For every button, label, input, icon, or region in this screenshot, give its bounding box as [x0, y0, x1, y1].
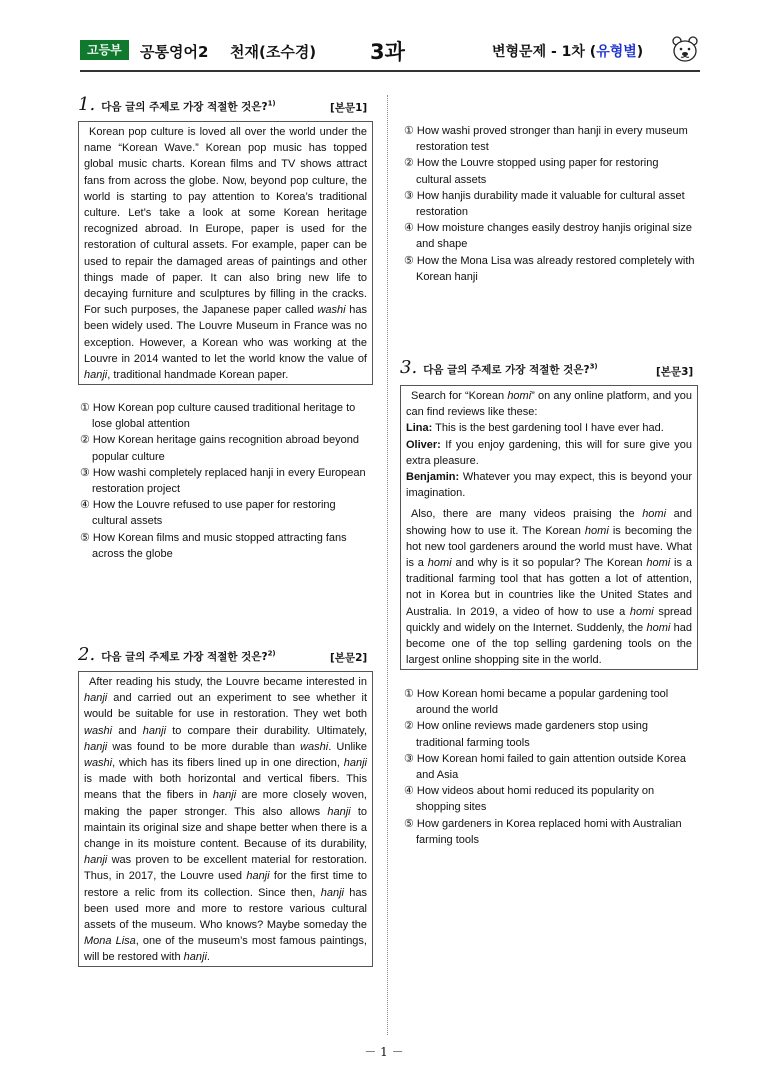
question-1-options — [80, 400, 370, 562]
publisher: 천재(조수경) — [230, 43, 317, 61]
option-2[interactable]: ② How Korean heritage gains recognition abroad beyond popular culture — [80, 434, 359, 463]
question-2-prompt: 다음 글의 주제로 가장 적절한 것은? — [101, 651, 268, 663]
passage-text: Korean pop culture is loved all over the world under the name “Korean Wave.” Korean pop music has topped global music charts. Korean films and TV shows attract fans from across the globe. Now, beyond pop culture, the world is starting to pay attention to Korea’s traditional culture. Let’s take a look at some Korean heritage recognized abroad. In Europe, paper is used for the restoration of cultural assets. For example, paper can be used to repair the damaged areas of paintings and other things made of paper. It can also bring new life to decaying furniture and sculptures by filling in the cracks. For such purposes, the Japanese paper called — [84, 126, 367, 317]
course-title: 공통영어2 — [140, 43, 209, 61]
question-2-heading — [78, 644, 276, 665]
level-badge: 고등부 — [80, 40, 129, 60]
question-2-source: [본문2] — [330, 652, 368, 664]
option-2[interactable]: ② How the Louvre stopped using paper for restoring cultural assets — [404, 157, 659, 186]
passage-term: hanji — [84, 369, 108, 382]
option-3[interactable]: ③ How hanjis durability made it valuable for cultural asset restoration — [404, 189, 685, 219]
question-2-options — [404, 123, 696, 285]
question-3-footnote: 3) — [589, 362, 598, 371]
option-3[interactable]: ③ How Korean homi failed to gain attention outside Korea and Asia — [404, 752, 686, 782]
question-2-number: 2. — [78, 644, 96, 665]
question-1-prompt: 다음 글의 주제로 가장 적절한 것은? — [101, 101, 268, 113]
option-1[interactable]: ① How Korean homi became a popular gardening tool around the world — [404, 688, 669, 717]
option-5[interactable]: ⑤ How gardeners in Korea replaced homi with Australian farming tools — [404, 817, 682, 846]
question-3-source: [본문3] — [656, 366, 694, 378]
question-3-prompt: 다음 글의 주제로 가장 적절한 것은? — [423, 364, 590, 376]
page-number: － 1 － — [364, 1045, 404, 1059]
option-1[interactable]: ① How washi proved stronger than hanji in every museum restoration test — [404, 125, 688, 154]
question-1-passage — [78, 121, 373, 385]
option-4[interactable]: ④ How videos about homi reduced its popularity on shopping sites — [404, 785, 655, 814]
option-4[interactable]: ④ How moisture changes easily destroy hanjis original size and shape — [404, 222, 693, 251]
question-2-footnote: 2) — [267, 649, 276, 658]
question-1-footnote: 1) — [267, 99, 276, 108]
passage-term: washi — [317, 304, 346, 317]
exam-type-highlight: 유형별 — [596, 44, 637, 60]
passage-text: has been widely used. The Louvre Museum in France was no exception. However, a Korean who was working at the Louvre in 2014 wanted to let the world know the value of — [84, 304, 367, 365]
question-2-passage — [78, 671, 373, 967]
question-3-options — [404, 686, 696, 848]
passage-text: After reading his study, the Louvre became interested in hanji and carried out an experiment to see whether it would be suitable for use in restoration. They wet both washi and hanji to compare their durability. Ultimately, hanji was found to be more durable than washi. Unlike washi, which has its fibers lined up in one direction, hanji is made with both horizontal and vertical fibers. This means that the fibers in hanji are more closely woven, making the paper stronger. This also allows hanji to maintain its original size and shape better when there is a change in its moisture content. Because of its durability, hanji was proven to be excellent material for restoration. Thus, in 2017, the Louvre used hanji for the first time to restore a relic from its collection. Since then, hanji has been used more and more to restore various cultural assets of the museum. Who knows? Maybe someday the Mona Lisa, one of the museum’s most famous paintings, will be restored with hanji. — [84, 676, 367, 964]
lesson-number: 3과 — [370, 40, 405, 64]
question-3-passage: Search for “Korean homi” on any online platform, and you can find reviews like these: Lina: This is the best gardening tool I have ever had. Oliver: If you enjoy gardening, this will for sure give you extra pleasure. Benjamin: Whatever you may expect, this is beyond your imagination. Also, there are many videos praising the homi and showing how to use it. The Korean homi is becoming the hot new tool gardeners around the world must have. What is a homi and why is it so popular? The Korean homi is a traditional farming tool that has gotten a lot of attention, not in Korea but in countries like the United States and Australia. In 2019, a video of how to use a homi spread quickly and widely on the Internet. Suddenly, the homi had become one of the top selling gardening tools on the largest online shopping site in the world. — [400, 385, 698, 670]
column-divider — [387, 95, 388, 1035]
option-3[interactable]: ③ How washi completely replaced hanji in every European restoration project — [80, 466, 366, 496]
question-1-source: [본문1] — [330, 102, 368, 114]
question-1-number: 1. — [78, 94, 96, 115]
option-5[interactable]: ⑤ How Korean films and music stopped attracting fans across the globe — [80, 531, 347, 560]
exam-type — [492, 41, 643, 61]
question-1-heading — [78, 94, 276, 115]
exam-type-prefix: 변형문제 - 1차 ( — [492, 44, 597, 60]
exam-type-suffix: ) — [636, 44, 644, 60]
option-5[interactable]: ⑤ How the Mona Lisa was already restored completely with Korean hanji — [404, 254, 695, 283]
bear-mascot-icon — [670, 34, 700, 64]
question-3-number: 3. — [400, 357, 418, 378]
passage-text: , traditional handmade Korean paper. — [107, 369, 289, 382]
option-1[interactable]: ① How Korean pop culture caused traditional heritage to lose global attention — [80, 402, 356, 431]
question-3-heading — [400, 357, 598, 378]
option-4[interactable]: ④ How the Louvre refused to use paper for restoring cultural assets — [80, 499, 336, 528]
page-header — [80, 38, 700, 68]
option-2[interactable]: ② How online reviews made gardeners stop using traditional farming tools — [404, 720, 649, 749]
header-rule — [80, 70, 700, 72]
